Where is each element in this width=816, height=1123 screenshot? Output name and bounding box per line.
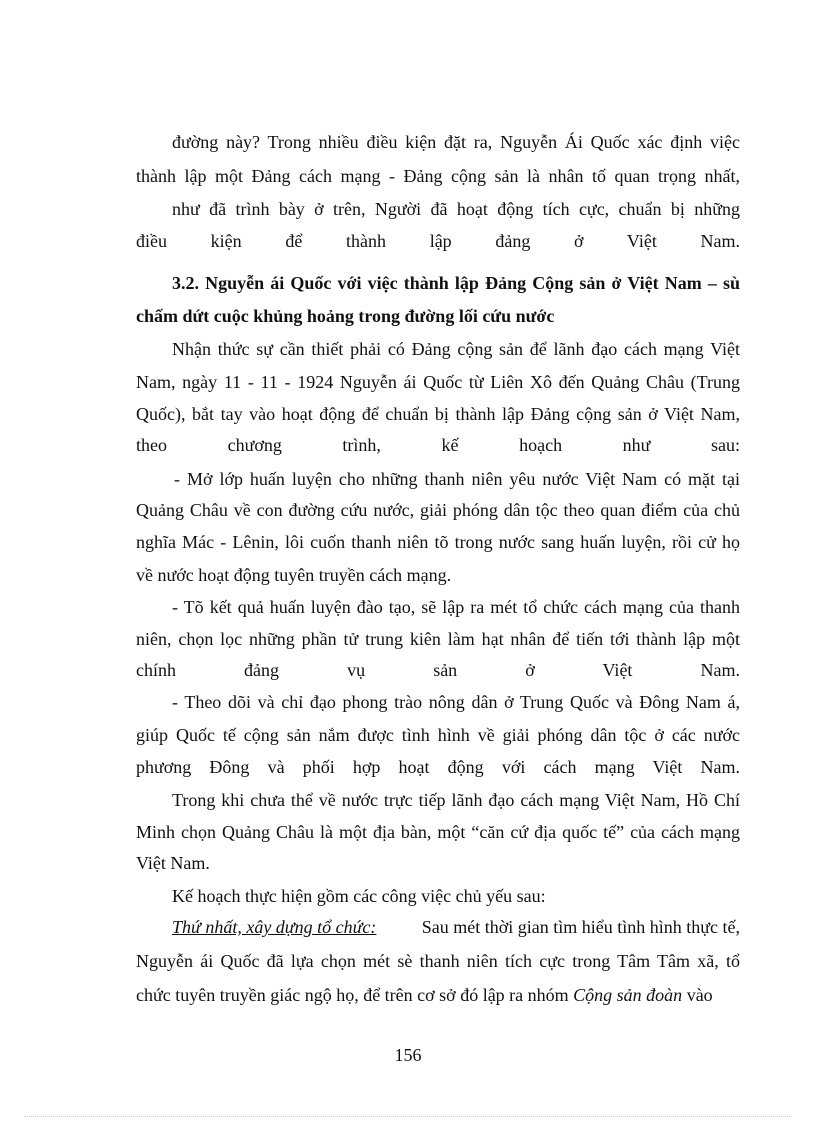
text-line: Nhận thức sự cần thiết phải có Đảng cộng sản để lãnh đạo cách mạng Việt [172,339,740,359]
subheading: Thứ nhất, xây dựng tổ chức: [172,917,377,937]
text-fragment: vào [686,985,713,1005]
page-divider [24,1116,792,1117]
text-line [136,980,740,1010]
section-heading: 3.2. Nguyễn ái Quốc với việc thành lập Đảng Cộng sản ở Việt Nam – sù [172,273,740,293]
text-fragment: chức tuyên truyền giác ngộ họ, để trên cơ sở đó lập ra nhóm [136,985,569,1005]
text-line: nghĩa Mác - Lênin, lôi cuốn thanh niên tõ trong nước sang huấn luyện, rồi cử họ [136,532,740,552]
group-name: Cộng sản đoàn [573,985,683,1005]
text-line: Nam, ngày 11 - 11 - 1924 Nguyễn ái Quốc từ Liên Xô đến Quảng Châu (Trung [136,372,740,392]
text-line: giúp Quốc tế cộng sản nắm được tình hình về giải phóng dân tộc ở các nước [136,725,740,745]
section-heading: chấm dứt cuộc khủng hoảng trong đường lối cứu nước [136,306,555,326]
text-line: về nước hoạt động tuyên truyền cách mạng. [136,565,452,585]
text-line: Minh chọn Quảng Châu là một địa bàn, một “căn cứ địa quốc tế” của cách mạng [136,822,740,842]
text-line: Kế hoạch thực hiện gồm các công việc chủ yếu sau: [172,886,546,906]
text-line: theo chương trình, kế hoạch như sau: [136,435,740,455]
text-line: như đã trình bày ở trên, Người đã hoạt động tích cực, chuẩn bị những [172,199,740,219]
list-item: - Tõ kết quả huấn luyện đào tạo, sẽ lập ra mét tổ chức cách mạng của thanh [172,597,740,617]
text-line: chính đảng vụ sản ở Việt Nam. [136,660,740,680]
text-line: thành lập một Đảng cách mạng - Đảng cộng sản là nhân tố quan trọng nhất, [136,166,740,186]
text-line: điều kiện để thành lập đảng ở Việt Nam. [136,231,740,251]
text-line [172,912,740,942]
text-line: phương Đông và phối hợp hoạt động với cách mạng Việt Nam. [136,757,740,777]
text-line: đường này? Trong nhiều điều kiện đặt ra, Nguyễn Ái Quốc xác định việc [172,132,740,152]
text-line: Việt Nam. [136,853,210,873]
page-number: 156 [394,1045,422,1065]
text-line: Quốc), bắt tay vào hoạt động để chuẩn bị thành lập Đảng cộng sản ở Việt Nam, [136,404,740,424]
text-line: Nguyễn ái Quốc đã lựa chọn mét sè thanh niên tích cực trong Tâm Tâm xã, tổ [136,951,740,971]
text-fragment: Sau mét thời gian tìm hiểu tình hình thực tế, [421,917,740,937]
text-line: Quảng Châu về con đường cứu nước, giải phóng dân tộc theo quan điểm của chủ [136,500,740,520]
list-item: - Theo dõi và chỉ đạo phong trào nông dân ở Trung Quốc và Đông Nam á, [172,692,740,712]
list-item: - Mở lớp huấn luyện cho những thanh niên yêu nước Việt Nam có mặt tại [174,469,740,489]
text-line: Trong khi chưa thể về nước trực tiếp lãnh đạo cách mạng Việt Nam, Hồ Chí [172,790,740,810]
text-line: niên, chọn lọc những phần tử trung kiên làm hạt nhân để tiến tới thành lập một [136,629,740,649]
